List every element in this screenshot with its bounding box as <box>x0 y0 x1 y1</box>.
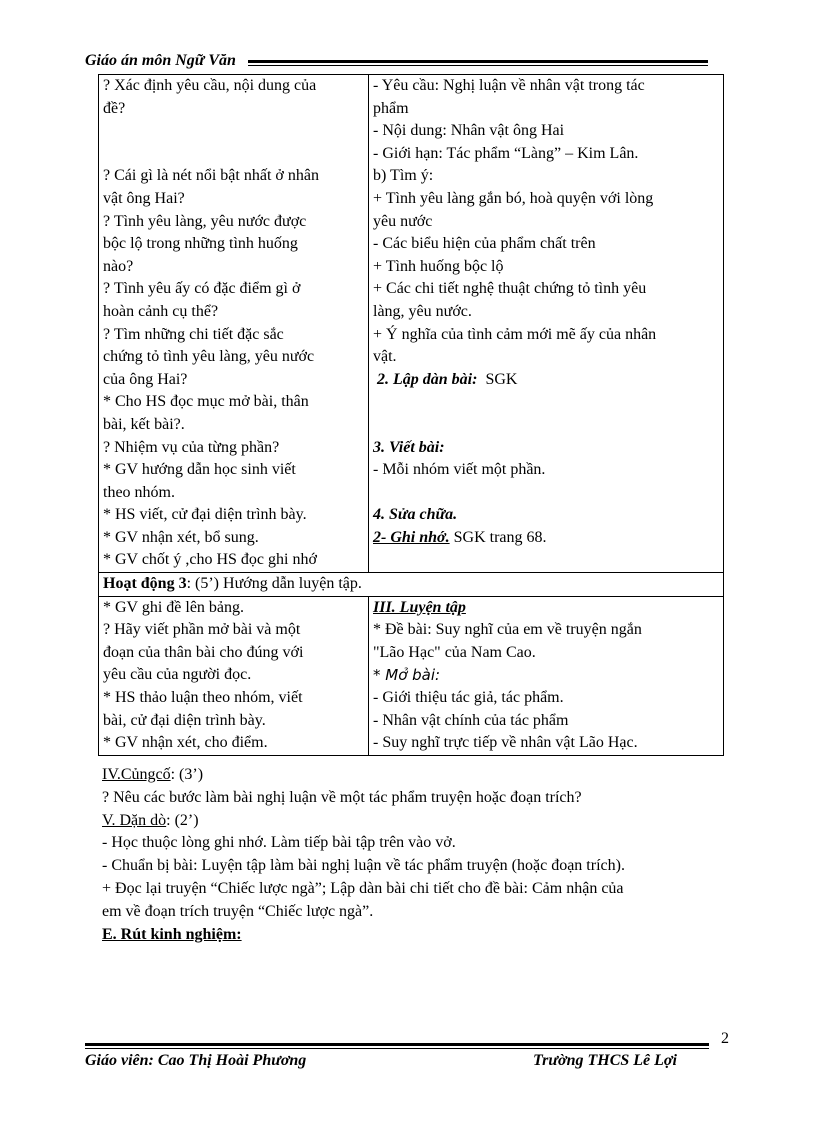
write-text: - Mỗi nhóm viết một phần. <box>373 461 546 479</box>
lesson-content-cell <box>369 75 724 573</box>
right-line: b) Tìm ý: <box>373 167 434 185</box>
right-line: - Yêu cầu: Nghị luận về nhân vật trong tác <box>373 77 645 94</box>
section-outline <box>373 369 719 392</box>
practice-content-cell <box>369 596 724 755</box>
teacher-student-activity-cell <box>99 75 369 573</box>
left-line: theo nhóm. <box>103 483 175 501</box>
page-number: 2 <box>721 1030 729 1047</box>
right-line: - Các biểu hiện của phẩm chất trên <box>373 235 596 253</box>
ghinho-text: SGK trang 68. <box>453 528 547 546</box>
right-line: + Các chi tiết nghệ thuật chứng tỏ tình yêu <box>373 280 647 298</box>
practice-right-line: "Lão Hạc" của Nam Cao. <box>373 643 536 661</box>
practice-right-line: - Nhân vật chính của tác phẩm <box>373 711 569 729</box>
left-line: đề? <box>103 99 126 117</box>
outline-heading: 2. Lập dàn bài: <box>377 370 478 388</box>
left-line: vật ông Hai? <box>103 189 185 207</box>
right-line: yêu nước <box>373 212 433 230</box>
left-line: * HS viết, cử đại diện trình bày. <box>103 506 307 524</box>
activity-3-row <box>99 573 724 597</box>
left-line: ? Tìm những chi tiết đặc sắc <box>103 325 284 343</box>
practice-left-line: * HS thảo luận theo nhóm, viết <box>103 689 303 707</box>
homework-item: - Chuẩn bị bài: Luyện tập làm bài nghị luận về tác phẩm truyện (hoặc đoạn trích). <box>102 857 625 875</box>
practice-right-line: - Suy nghĩ trực tiếp về nhân vật Lão Hạc. <box>373 734 638 752</box>
after-table-section <box>102 764 726 946</box>
homework-item: - Học thuộc lòng ghi nhớ. Làm tiếp bài tập trên vào vở. <box>102 834 456 852</box>
left-line: * GV nhận xét, bổ sung. <box>103 528 259 546</box>
activity-label: Hoạt động 3 <box>103 575 187 593</box>
homework-item: em về đoạn trích truyện “Chiếc lược ngà”. <box>102 902 374 920</box>
left-line: hoàn cảnh cụ thể? <box>103 302 219 320</box>
homework-line <box>102 810 726 833</box>
right-line: vật. <box>373 348 397 366</box>
practice-left-line: bài, cử đại diện trình bày. <box>103 711 266 729</box>
practice-right-line: * Mở bài: <box>373 666 441 685</box>
page-header-title: Giáo án môn Ngữ Văn <box>85 52 236 69</box>
homework-heading: V. Dặn dò <box>102 811 167 829</box>
consolidation-heading: IV.Củngcố <box>102 766 171 783</box>
right-line: + Tình yêu làng gắn bó, hoà quyện với lòng <box>373 189 654 207</box>
footer-teacher: Giáo viên: Cao Thị Hoài Phương <box>85 1052 307 1069</box>
right-line: - Nội dung: Nhân vật ông Hai <box>373 122 565 140</box>
practice-right-line: - Giới thiệu tác giả, tác phẩm. <box>373 689 564 707</box>
left-line: ? Nhiệm vụ của từng phần? <box>103 438 280 456</box>
footer-rule <box>85 1043 709 1049</box>
header-rule <box>248 60 708 66</box>
practice-left-line: * GV nhận xét, cho điểm. <box>103 734 268 752</box>
left-line: bài, kết bài?. <box>103 415 185 433</box>
lesson-table <box>98 74 724 756</box>
table-row <box>99 75 724 573</box>
table-row <box>99 596 724 755</box>
footer-school: Trường THCS Lê Lợi <box>533 1052 677 1069</box>
right-line: phẩm <box>373 99 409 117</box>
outline-text: SGK <box>485 370 518 388</box>
left-line: ? Xác định yêu cầu, nội dung của <box>103 77 317 94</box>
edit-heading: 4. Sửa chữa. <box>373 506 458 524</box>
practice-activity-cell <box>99 596 369 755</box>
table-row <box>99 573 724 597</box>
consolidation-line <box>102 764 726 787</box>
consolidation-question: ? Nêu các bước làm bài nghị luận về một tác phẩm truyện hoặc đoạn trích? <box>102 788 582 806</box>
experience-heading: E. Rút kinh nghiệm: <box>102 925 242 943</box>
left-line: của ông Hai? <box>103 370 188 388</box>
left-line: ? Tình yêu làng, yêu nước được <box>103 212 307 230</box>
activity-text: : (5’) Hướng dẫn luyện tập. <box>186 575 362 593</box>
ghinho-line <box>373 527 719 550</box>
left-line: nào? <box>103 257 134 275</box>
right-line: + Ý nghĩa của tình cảm mới mẽ ấy của nhân <box>373 325 657 343</box>
practice-left-line: yêu cầu của người đọc. <box>103 666 252 684</box>
practice-left-line: đoạn của thân bài cho đúng với <box>103 643 304 661</box>
right-line: - Giới hạn: Tác phẩm “Làng” – Kim Lân. <box>373 144 639 162</box>
ghinho-heading: 2- Ghi nhớ. <box>373 528 450 546</box>
left-line: chứng tỏ tình yêu làng, yêu nước <box>103 348 315 366</box>
practice-left-line: * GV ghi đề lên bảng. <box>103 598 245 616</box>
left-line: ? Tình yêu ấy có đặc điểm gì ở <box>103 280 301 298</box>
practice-left-line: ? Hãy viết phần mở bài và một <box>103 621 301 639</box>
left-line: bộc lộ trong những tình huống <box>103 235 298 253</box>
right-line: làng, yêu nước. <box>373 302 472 320</box>
homework-item: + Đọc lại truyện “Chiếc lược ngà”; Lập dàn bài chi tiết cho đề bài: Cảm nhận của <box>102 879 624 897</box>
homework-time: : (2’) <box>166 811 199 829</box>
practice-heading: III. Luyện tập <box>373 598 466 616</box>
left-line: * GV chốt ý ,cho HS đọc ghi nhớ <box>103 551 317 569</box>
left-line: ? Cái gì là nét nổi bật nhất ở nhân <box>103 167 319 185</box>
left-line: * Cho HS đọc mục mở bài, thân <box>103 393 309 411</box>
practice-right-line: * Đề bài: Suy nghĩ của em về truyện ngắn <box>373 621 642 639</box>
write-heading: 3. Viết bài: <box>373 438 445 456</box>
right-line: + Tình huống bộc lộ <box>373 257 504 275</box>
consolidation-time: : (3’) <box>170 766 204 783</box>
left-line: * GV hướng dẫn học sinh viết <box>103 461 296 479</box>
